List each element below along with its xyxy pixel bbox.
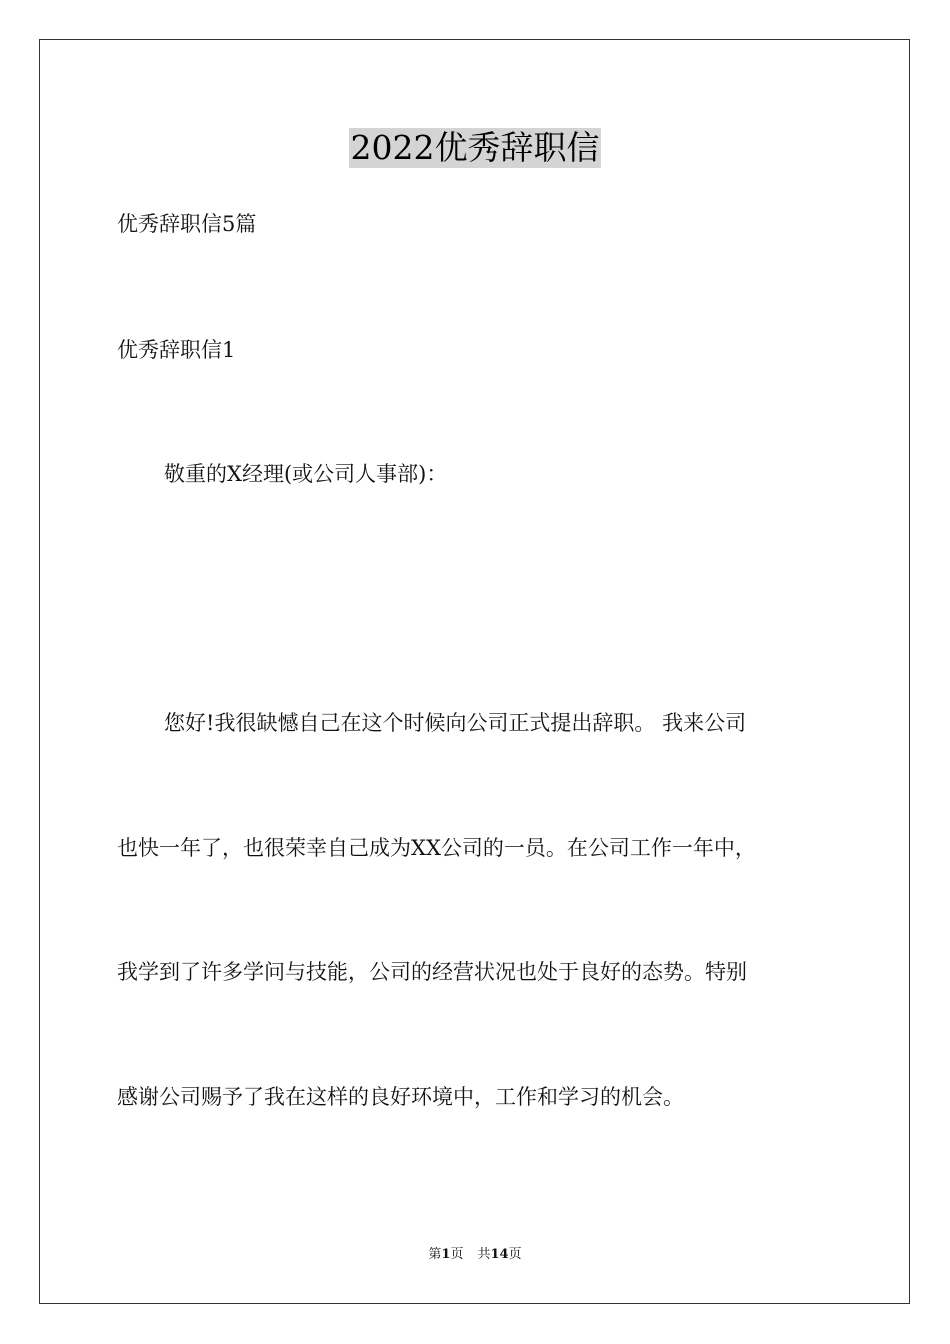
document-title: 2022优秀辞职信: [350, 128, 600, 167]
paragraph-line-1: 您好!我很缺憾自己在这个时候向公司正式提出辞职。 我来公司: [164, 711, 747, 735]
footer-total-pages: 14: [490, 1247, 509, 1262]
page-footer: [0, 1246, 950, 1264]
salutation: 敬重的X经理(或公司人事部)：: [164, 462, 448, 486]
footer-total-prefix: 共: [477, 1247, 491, 1262]
footer-page-number: 1: [441, 1247, 451, 1262]
document-subtitle: 优秀辞职信5篇: [117, 212, 257, 236]
footer-total-suffix: 页: [508, 1247, 522, 1262]
footer-page-suffix: 页: [450, 1247, 464, 1262]
paragraph-line-4: 感谢公司赐予了我在这样的良好环境中，工作和学习的机会。: [117, 1085, 684, 1109]
paragraph-line-2: 也快一年了，也很荣幸自己成为XX公司的一员。在公司工作一年中，: [117, 836, 756, 860]
footer-page-prefix: 第: [428, 1247, 442, 1262]
title-container: [0, 128, 950, 168]
section-heading: 优秀辞职信1: [117, 338, 236, 362]
paragraph-line-3: 我学到了许多学问与技能，公司的经营状况也处于良好的态势。特别: [117, 960, 747, 984]
